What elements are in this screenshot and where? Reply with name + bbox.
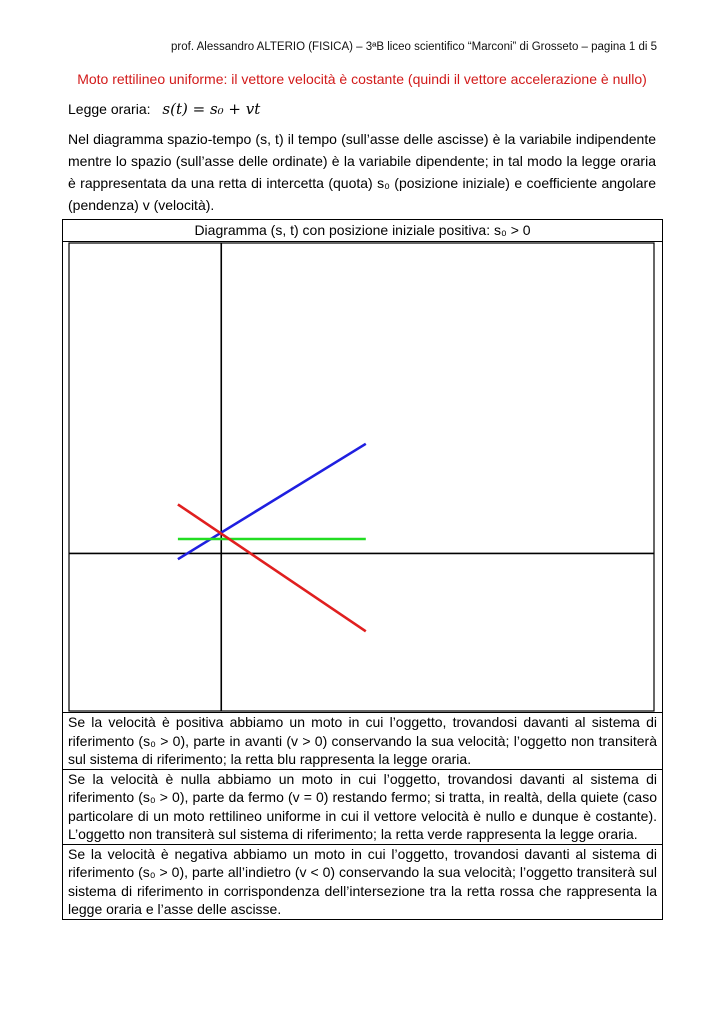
page-title: Moto rettilineo uniforme: il vettore velocità è costante (quindi il vettore accelerazione è nullo) [77, 71, 647, 87]
diagram-table [62, 219, 663, 920]
positive-velocity-text: Se la velocità è positiva abbiamo un moto in cui l’oggetto, trovandosi davanti al sistema di riferimento (s₀ > 0), parte in avanti (v > 0) conservando la sua velocità; l’oggetto non transiterà sul sistema di riferimento; la retta blu rappresenta la legge oraria. [63, 713, 663, 770]
diagram-cell [63, 242, 663, 713]
hourly-law-label: Legge oraria: [68, 101, 151, 117]
page-header: prof. Alessandro ALTERIO (FISICA) – 3ªB liceo scientifico “Marconi” di Grosseto – pagina 1 di 5 [171, 41, 657, 53]
hourly-law [68, 100, 260, 118]
hourly-law-formula: s(t) = s₀ + vt [162, 100, 261, 118]
negative-velocity-text: Se la velocità è negativa abbiamo un moto in cui l’oggetto, trovandosi davanti al sistema di riferimento (s₀ > 0), parte all’indietro (v < 0) conservando la sua velocità; l’oggetto transiterà sul sistema di riferimento in corrispondenza dell’intersezione tra la retta rossa che rappresenta la legge oraria e l’asse delle ascisse. [63, 844, 663, 919]
space-time-chart [68, 242, 655, 712]
zero-velocity-text: Se la velocità è nulla abbiamo un moto in cui l’oggetto, trovandosi davanti al sistema di riferimento (s₀ > 0), parte da fermo (v = 0) restando fermo; si tratta, in realtà, della quiete (caso particolare di un moto rettilineo uniforme in cui il vettore velocità è nullo e dunque è costante). L’oggetto non transiterà sul sistema di riferimento; la retta verde rappresenta la legge oraria. [63, 769, 663, 844]
intro-paragraph: Nel diagramma spazio-tempo (s, t) il tempo (sull’asse delle ascisse) è la variabile indipendente mentre lo spazio (sull’asse delle ordinate) è la variabile dipendente; in tal modo la legge oraria è rappresentata da una retta di intercetta (quota) s₀ (posizione iniziale) e coefficiente angolare (pendenza) v (velocità). [68, 131, 656, 213]
plot-frame [69, 243, 654, 711]
diagram-caption: Diagramma (s, t) con posizione iniziale positiva: s₀ > 0 [63, 220, 663, 242]
